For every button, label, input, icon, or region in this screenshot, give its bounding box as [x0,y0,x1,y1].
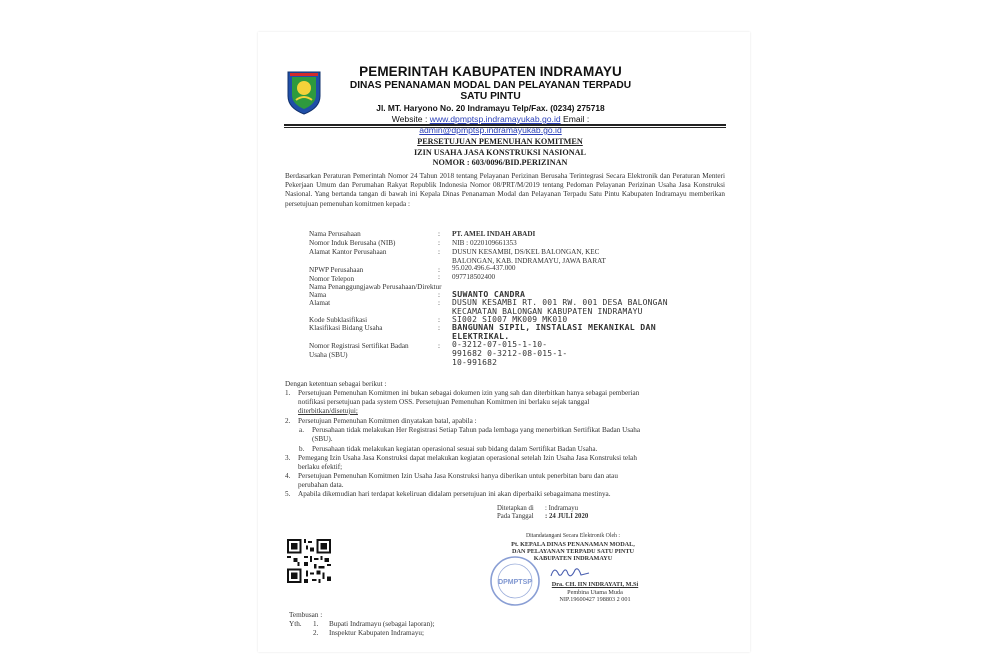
colon: : [438,273,440,281]
colon: : [438,239,440,247]
title-line-1: PERSETUJUAN PEMENUHAN KOMITMEN [417,137,583,146]
value-nama: SUWANTO CANDRA [452,289,526,299]
cc-number-2: 2. [313,629,319,637]
colon: : [438,316,440,324]
label-nama: Nama [309,291,327,299]
label-telepon: Nomor Telepon [309,275,355,283]
colon: : [438,324,440,332]
value-nama-perusahaan: PT. AMEL INDAH ABADI [452,230,536,238]
signer-office-line-3: KABUPATEN INDRAMAYU [533,555,613,562]
term-2a-line-2: (SBU). [312,435,333,443]
term-2-sub-b-letter: b. [299,445,305,453]
term-1-line-1: Persetujuan Pemenuhan Komitmen ini bukan sebagai dokumen izin yang sah dan diterbitkan hanya sebagai pemberian [298,389,640,397]
value-nib: NIB : 0220109661353 [452,239,517,247]
handwritten-signature [548,564,592,582]
value-klasifikasi-1: BANGUNAN SIPIL, INSTALASI MEKANIKAL DAN [452,322,656,332]
intro-paragraph: Berdasarkan Peraturan Pemerintah Nomor 24 Tahun 2018 tentang Pelayanan Perizinan Berusaha Terintegrasi Secara Elektronik dan Peraturan Menteri Pekerjaan Umum dan Perumahan Rakyat Republik Indonesia Nomor 08/PRT/M/2019 tentang Pedoman Pelayanan Perizinan Usaha Jasa Konstruksi Nasional. Yang bertanda tangan di bawah ini Kepala Dinas Penanaman Modal dan Pelayanan Terpadu Satu Pintu Kabupaten Indramayu memberikan persetujuan pemenuhan komitmen kepada : [285,172,725,208]
signer-nip: NIP.19600427 198803 2 001 [559,596,631,603]
label-sbu-2: Usaha (SBU) [309,351,348,359]
term-number-3: 3. [285,454,291,462]
value-npwp: 95.020.496.6-437.000 [452,264,516,272]
colon: : [438,230,440,238]
term-1-line-2: notifikasi persetujuan pada system OSS. Persetujuan Pemenuhan Komitmen ini berlaku sejak tanggal [298,398,590,406]
issued-place: : Indramayu [545,505,579,512]
signer-office-line-2: DAN PELAYANAN TERPADU SATU PINTU [512,548,634,555]
email-label: Email : [563,114,590,124]
website-link[interactable]: www.dpmptsp.indramayukab.go.id [429,114,561,124]
term-number-5: 5. [285,490,291,498]
term-4-line-2: perubahan data. [298,481,344,489]
cc-yth: Yth. [289,620,302,628]
value-alamat-1: DUSUN KESAMBI RT. 001 RW. 001 DESA BALONGAN [452,298,668,307]
terms-heading: Dengan ketentuan sebagai berikut : [285,380,387,388]
term-number-1: 1. [285,389,291,397]
label-sbu-1: Nomor Registrasi Sertifikat Badan [309,342,409,350]
term-4-line-1: Persetujuan Pemenuhan Komitmen Izin Usaha Jasa Konstruksi hanya diberikan untuk penerbitan baru dan atau [298,472,618,480]
term-2: Persetujuan Pemenuhan Komitmen dinyatakan batal, apabila : [298,417,477,425]
official-stamp-icon [489,555,541,607]
value-alamat-kantor-2: BALONGAN, KAB. INDRAMAYU, JAWA BARAT [452,257,606,265]
indramayu-regency-emblem [284,68,324,116]
qr-code-icon [287,539,331,583]
label-nama-perusahaan: Nama Perusahaan [309,230,361,238]
colon: : [438,342,440,350]
value-alamat-2: KECAMATAN BALONGAN KABUPATEN INDRAMAYU [452,307,643,316]
cc-number-1: 1. [313,620,319,628]
value-telepon: 097718502400 [452,273,496,281]
label-subklasifikasi: Kode Subklasifikasi [309,316,368,324]
label-penanggungjawab: Nama Penanggungjawab Perusahaan/Direktur [309,283,442,291]
term-number-4: 4. [285,472,291,480]
label-klasifikasi: Klasifikasi Bidang Usaha [309,324,383,332]
title-line-2: IZIN USAHA JASA KONSTRUKSI NASIONAL [414,147,586,157]
term-2-sub-a-letter: a. [299,426,304,434]
signer-rank: Pembina Utama Muda [567,589,623,596]
cc-heading: Tembusan : [289,611,323,619]
website-label: Website : [391,114,428,124]
term-3-line-1: Pemegang Izin Usaha Jasa Konstruksi dapat melakukan kegiatan operasional setelah Izin Usaha Jasa Konstruksi telah [298,454,637,462]
email-link[interactable]: admin@dpmptsp.indramayukab.go.id [419,125,562,135]
colon: : [438,299,440,307]
label-alamat-kantor: Alamat Kantor Perusahaan [309,248,387,256]
label-npwp: NPWP Perusahaan [309,266,364,274]
colon: : [438,266,440,274]
value-sbu-1: 0-3212-07-015-1-10- [452,340,548,349]
signer-name: Dra. CH. IIN INDRAYATI, M.Si [551,581,639,588]
label-nib: Nomor Induk Berusaha (NIB) [309,239,396,247]
cc-item-1: Bupati Indramayu (sebagai laporan); [329,620,435,628]
cc-item-2: Inspektur Kabupaten Indramayu; [329,629,425,637]
letterhead-agency: DINAS PENANAMAN MODAL DAN PELAYANAN TERPADU SATU PINTU [349,80,632,102]
colon: : [438,291,440,299]
label-alamat: Alamat [309,299,331,307]
letterhead-title: PEMERINTAH KABUPATEN INDRAMAYU [359,64,622,79]
issued-place-label: Ditetapkan di [497,505,534,512]
value-sbu-2: 991682 0-3212-08-015-1- [452,349,568,358]
document-title [300,137,700,169]
value-alamat-kantor-1: DUSUN KESAMBI, DS/KEL BALONGAN, KEC [452,248,600,256]
e-signed-note: Ditandatangani Secara Elektronik Oleh : [525,533,620,539]
value-klasifikasi-2: ELEKTRIKAL. [452,331,510,341]
term-number-2: 2. [285,417,291,425]
letterhead-website-row [338,114,643,124]
term-2a-line-1: Perusahaan tidak melakukan Her Registrasi Setiap Tahun pada lembaga yang menerbitkan Sertifikat Badan Usaha [312,426,641,434]
term-3-line-2: berlaku efektif; [298,463,343,471]
stamp-text: DPMPTSP [498,579,532,586]
header-rule-thick [284,124,726,126]
letterhead-address: Jl. MT. Haryono No. 20 Indramayu Telp/Fax. (0234) 275718 [376,103,605,113]
colon: : [438,248,440,256]
signer-office-line-1: Pt. KEPALA DINAS PENANAMAN MODAL, [511,541,635,548]
issued-date: : 24 JULI 2020 [545,513,589,520]
header-rule-thin [284,127,726,128]
term-2b: Perusahaan tidak melakukan kegiatan operasional sesuai sub bidang dalam Sertifikat Badan Usaha. [312,445,598,453]
term-1-line-3: diterbitkan/disetujui; [298,407,358,415]
value-sbu-3: 10-991682 [452,358,498,367]
value-subklasifikasi: SI002 SI007 MK009 MK010 [452,315,568,324]
term-5: Apabila dikemudian hari terdapat kekeliruan didalam persetujuan ini akan diperbaiki sebagaimana mestinya. [298,490,611,498]
issued-date-label: Pada Tanggal [497,513,534,520]
title-number: NOMOR : 603/0096/BID.PERIZINAN [432,158,568,167]
